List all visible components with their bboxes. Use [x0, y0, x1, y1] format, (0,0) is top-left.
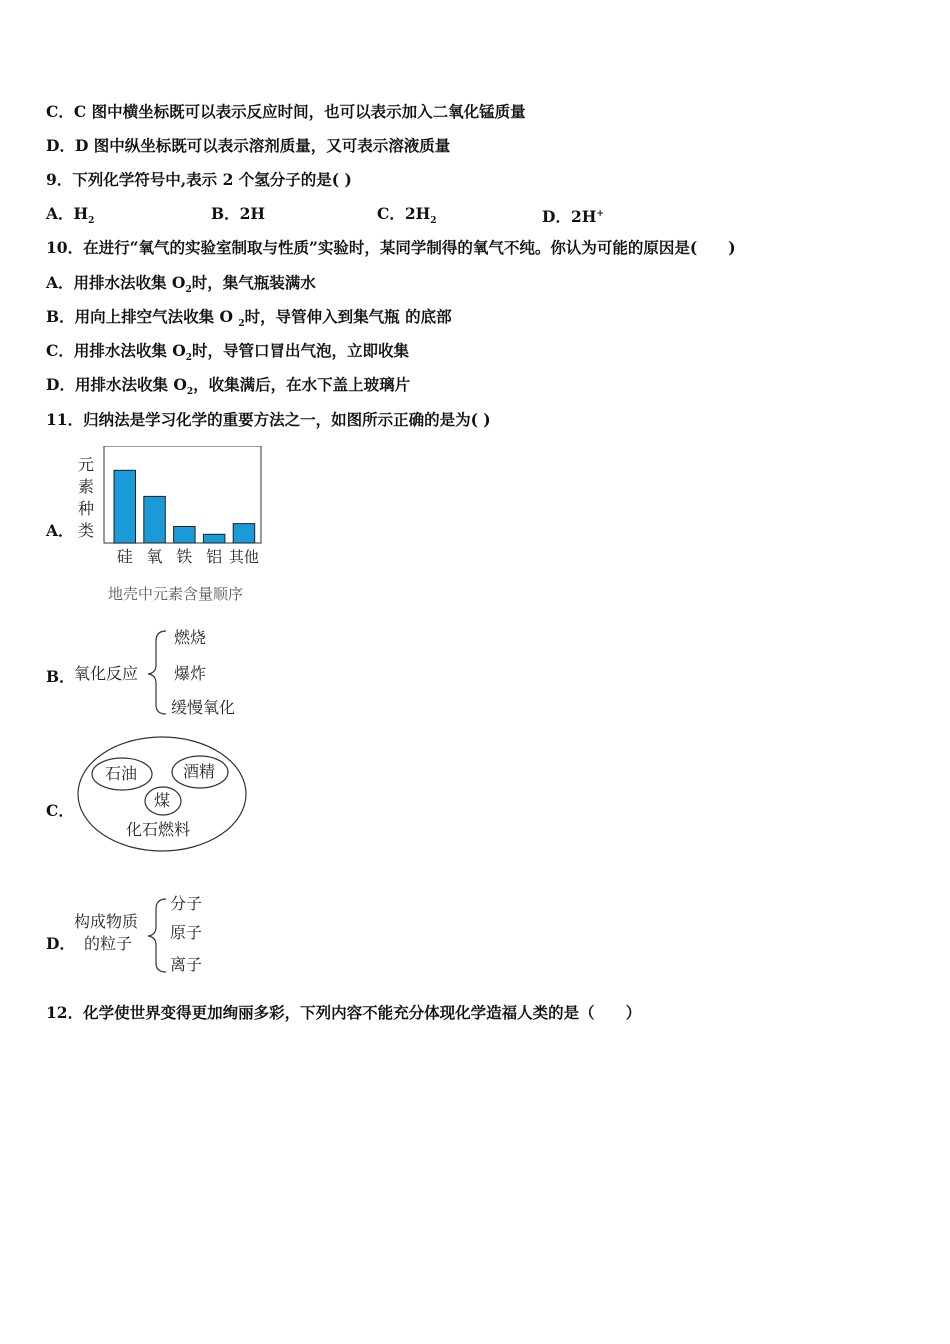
- tick-label: 氧: [146, 547, 163, 566]
- bar-铁: [174, 527, 196, 544]
- outer-label: 化石燃料: [126, 820, 191, 839]
- bar-氧: [144, 496, 166, 543]
- q12-stem: 12．化学使世界变得更加绚丽多彩，下列内容不能充分体现化学造福人类的是（ ）: [46, 1003, 642, 1022]
- tick-label: 硅: [116, 547, 133, 566]
- q11-figure-c: [76, 736, 251, 854]
- q9-option-b: B．2H: [211, 204, 266, 223]
- q10-option-b: B．用向上排空气法收集 O $_2$时，导管伸入到集气瓶 的底部: [46, 307, 452, 330]
- tree-root-line1: 构成物质: [74, 912, 139, 931]
- bar-铝: [203, 534, 225, 543]
- q11-figure-d: [74, 893, 224, 978]
- q8-option-d: D．D 图中纵坐标既可以表示溶剂质量，又可表示溶液质量: [46, 136, 451, 155]
- tree-item: 分子: [170, 894, 203, 913]
- tree-root: 氧化反应: [74, 664, 139, 683]
- q11-stem: 11．归纳法是学习化学的重要方法之一，如图所示正确的是为( ): [46, 410, 491, 429]
- q11-option-a-label: A．: [46, 521, 74, 540]
- tick-label: 铝: [206, 547, 223, 566]
- inner-label: 煤: [154, 791, 171, 810]
- tree-root-line2: 的粒子: [84, 934, 133, 953]
- q9-stem: 9．下列化学符号中,表示 2 个氢分子的是( ): [46, 170, 352, 189]
- q10-option-d: D．用排水法收集 $O_2$，收集满后，在水下盖上玻璃片: [46, 375, 411, 398]
- q8-option-c: C．C 图中横坐标既可以表示反应时间，也可以表示加入二氧化锰质量: [46, 102, 526, 121]
- tree-item: 原子: [170, 923, 203, 942]
- inner-label: 石油: [105, 764, 138, 783]
- tree-item: 燃烧: [174, 628, 207, 647]
- bar-chart: [76, 446, 276, 601]
- tree-item: 离子: [170, 955, 203, 974]
- tree-item: 缓慢氧化: [171, 698, 236, 717]
- chart-ylabel: 元 素 种 类: [78, 455, 95, 540]
- q9-option-a: A．$H_2$: [46, 204, 95, 227]
- q10-stem: 10．在进行“氧气的实验室制取与性质”实验时，某同学制得的氧气不纯。你认为可能的原因是( ): [46, 238, 736, 257]
- curly-brace-icon: [142, 893, 172, 978]
- bar-其他: [233, 524, 255, 543]
- curly-brace-icon: [144, 625, 174, 720]
- tick-label: 铁: [176, 547, 193, 566]
- q10-option-c: C．用排水法收集 $O_2$时，导管口冒出气泡，立即收集: [46, 341, 410, 364]
- bar-硅: [114, 470, 136, 543]
- q9-option-d: D．2H+: [542, 207, 604, 227]
- tick-label: 其他: [228, 548, 259, 566]
- q9-option-c: C．$2H_2$: [377, 204, 437, 227]
- q11-option-d-label: D．: [46, 934, 75, 953]
- q11-figure-a: [76, 446, 276, 601]
- q11-figure-b: [74, 625, 254, 720]
- q10-option-a: A．用排水法收集 $O_2$时，集气瓶装满水: [46, 273, 316, 296]
- inner-label: 酒精: [183, 762, 216, 781]
- tree-item: 爆炸: [174, 664, 207, 683]
- q11-option-b-label: B．: [46, 667, 75, 686]
- chart-caption: 地壳中元素含量顺序: [108, 585, 244, 603]
- q11-option-c-label: C．: [46, 801, 74, 820]
